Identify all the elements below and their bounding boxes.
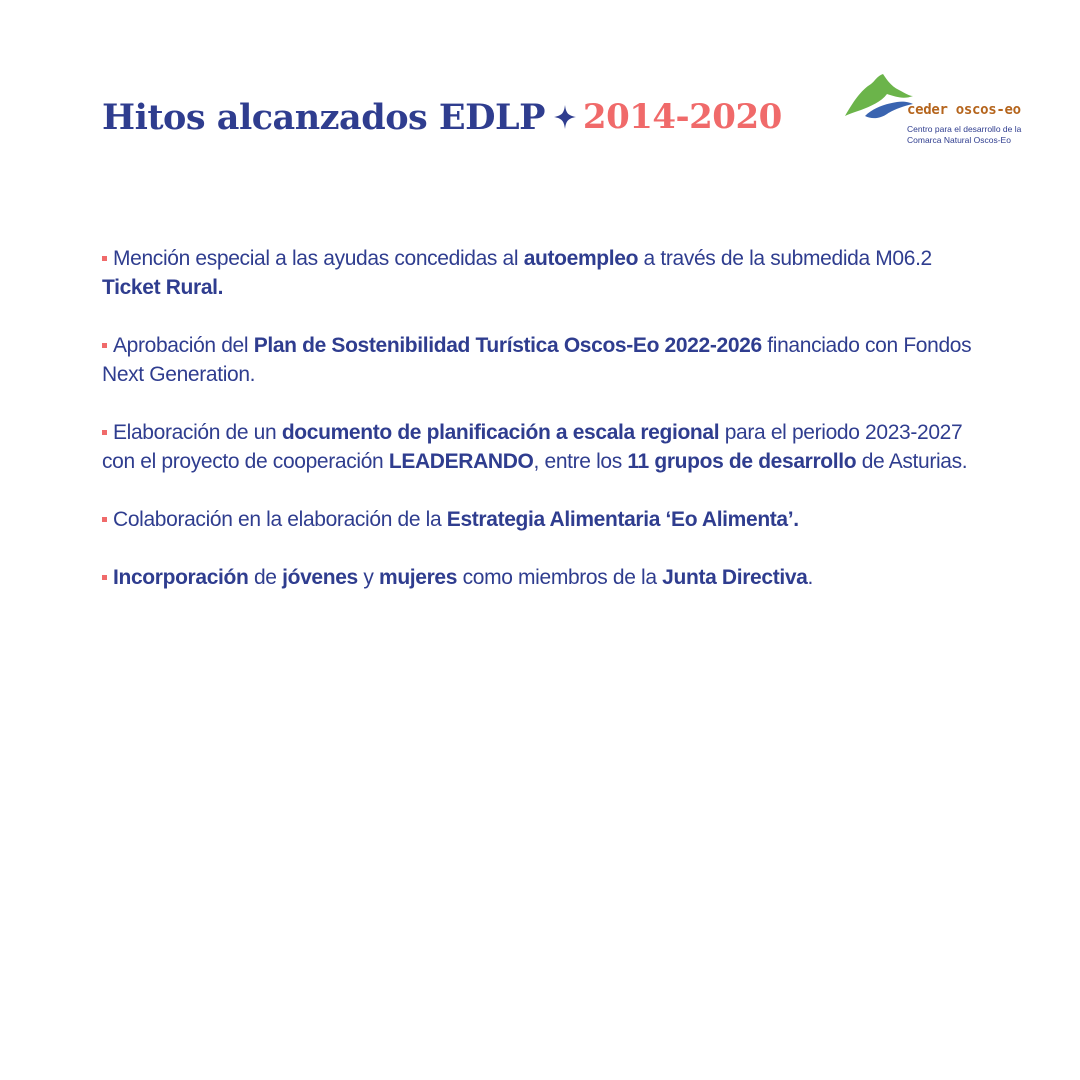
milestone-item bbox=[102, 418, 982, 476]
period-years: 2014-2020 bbox=[582, 97, 782, 137]
logo-subtitle bbox=[907, 124, 1021, 146]
highlighted-text: LEADERANDO bbox=[388, 450, 534, 473]
milestone-item bbox=[102, 244, 982, 302]
logo-subtitle-line2: Comarca Natural Oscos-Eo bbox=[907, 135, 1011, 145]
highlighted-text: documento de planificación a escala regional bbox=[281, 421, 720, 444]
ceder-logo bbox=[843, 72, 1033, 152]
body-text: de Asturias. bbox=[856, 450, 968, 473]
milestone-item bbox=[102, 505, 982, 534]
body-text: como miembros de la bbox=[457, 566, 663, 589]
logo-subtitle-line1: Centro para el desarrollo de la bbox=[907, 124, 1022, 134]
highlighted-text: Estrategia Alimentaria ‘Eo Alimenta’. bbox=[446, 508, 799, 531]
sparkle-icon bbox=[551, 103, 579, 131]
bullet-marker-icon bbox=[102, 517, 107, 522]
bullet-marker-icon bbox=[102, 575, 107, 580]
milestones-list bbox=[102, 244, 982, 621]
highlighted-text: autoempleo bbox=[523, 247, 639, 270]
body-text: Elaboración de un bbox=[113, 421, 282, 444]
body-text: financiado con Fondos Next Generation. bbox=[102, 334, 972, 386]
body-text: Aprobación del bbox=[113, 334, 254, 357]
page-header bbox=[102, 92, 782, 142]
body-text: y bbox=[357, 566, 379, 589]
body-text: Mención especial a las ayudas concedidas al bbox=[113, 247, 524, 270]
body-text: de bbox=[248, 566, 283, 589]
highlighted-text: mujeres bbox=[379, 566, 458, 589]
mountains-river-icon bbox=[843, 72, 913, 124]
body-text: Colaboración en la elaboración de la bbox=[113, 508, 447, 531]
logo-name: ceder oscos-eo bbox=[907, 102, 1021, 118]
highlighted-text: Junta Directiva bbox=[662, 566, 808, 589]
highlighted-text: jóvenes bbox=[282, 566, 358, 589]
highlighted-text: 11 grupos de desarrollo bbox=[627, 450, 857, 473]
bullet-marker-icon bbox=[102, 430, 107, 435]
body-text: para el periodo 2023-2027 con el proyecto de cooperación bbox=[102, 421, 963, 473]
highlighted-text: Plan de Sostenibilidad Turística Oscos-Eo 2022-2026 bbox=[253, 334, 762, 357]
highlighted-text: Ticket Rural. bbox=[102, 276, 224, 299]
body-text: . bbox=[807, 566, 813, 589]
sparkle-shape bbox=[554, 105, 576, 129]
body-text: , entre los bbox=[533, 450, 628, 473]
milestone-item bbox=[102, 563, 982, 592]
highlighted-text: Incorporación bbox=[113, 566, 249, 589]
milestone-item bbox=[102, 331, 982, 389]
bullet-marker-icon bbox=[102, 256, 107, 261]
page-title: Hitos alcanzados EDLP bbox=[102, 96, 545, 138]
bullet-marker-icon bbox=[102, 343, 107, 348]
body-text: a través de la submedida M06.2 bbox=[638, 247, 932, 270]
